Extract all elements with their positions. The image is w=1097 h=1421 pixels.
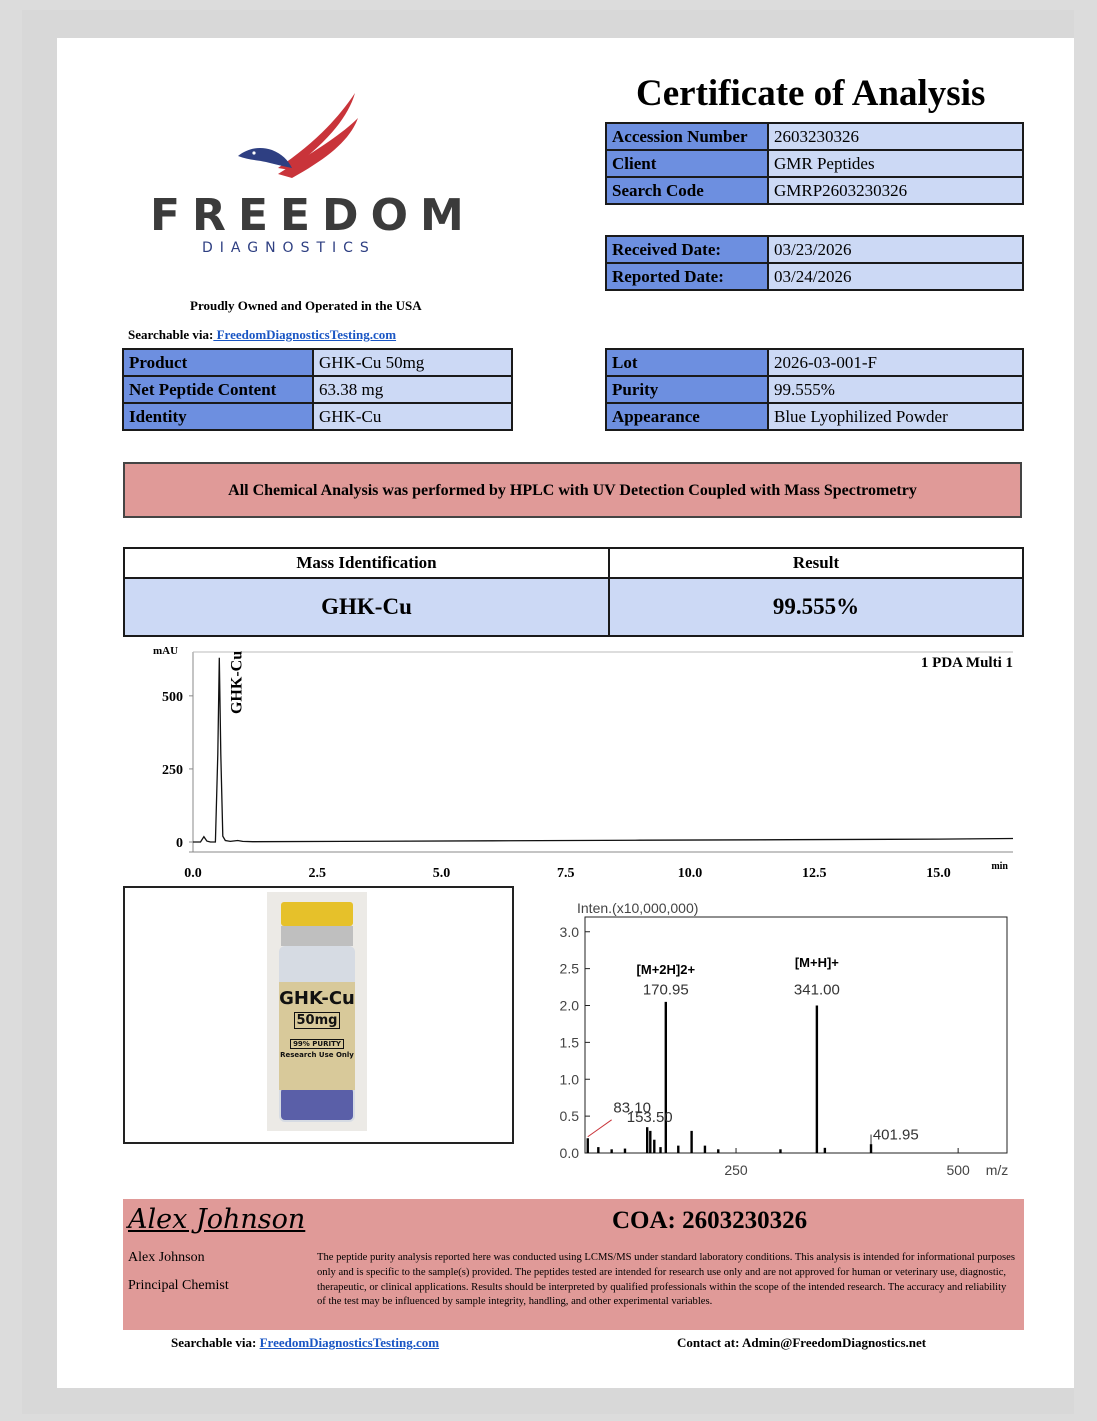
net-peptide-label: Net Peptide Content: [123, 376, 313, 403]
search-code-label: Search Code: [606, 177, 768, 204]
annotation-value: 401.95: [872, 1126, 919, 1144]
table-row: [606, 177, 1023, 204]
table-row: [606, 123, 1023, 150]
x-tick-label: 250: [724, 1162, 748, 1178]
table-row: [606, 236, 1023, 263]
product-value: GHK-Cu 50mg: [313, 349, 512, 376]
x-tick-label: 500: [946, 1162, 970, 1178]
purity-label: Purity: [606, 376, 768, 403]
result-value: 99.555%: [609, 578, 1023, 636]
eagle-logo-icon: [230, 88, 365, 178]
table-row: [606, 403, 1023, 430]
lot-table: [605, 348, 1024, 431]
annotation-value: 83.10: [613, 1099, 651, 1117]
x-tick-label: 2.5: [308, 866, 326, 880]
table-row: [606, 150, 1023, 177]
client-value: GMR Peptides: [768, 150, 1023, 177]
mass-identification-value: GHK-Cu: [124, 578, 609, 636]
table-row: [123, 376, 512, 403]
y-tick-label: 0.0: [559, 1145, 579, 1161]
reported-date-value: 03/24/2026: [768, 263, 1023, 290]
vial-label: [279, 982, 355, 1090]
brand-name: FREEDOM: [150, 190, 476, 241]
contact: Contact at: Admin@FreedomDiagnostics.net: [677, 1335, 927, 1350]
product-table: [122, 348, 513, 431]
y-tick-label: 0.5: [559, 1108, 579, 1125]
reported-date-label: Reported Date:: [606, 263, 768, 290]
website-link[interactable]: FreedomDiagnosticsTesting.com: [213, 327, 397, 342]
table-row: [606, 376, 1023, 403]
annotation-ion: [M+2H]2+: [636, 961, 696, 977]
appearance-value: Blue Lyophilized Powder: [768, 403, 1023, 430]
client-label: Client: [606, 150, 768, 177]
y-tick-label: 0: [176, 836, 183, 851]
footer-searchable: [171, 1335, 439, 1351]
y-tick-label: 1.5: [559, 1034, 579, 1051]
table-row: [606, 349, 1023, 376]
accession-number-value: 2603230326: [768, 123, 1023, 150]
coa-number: COA: 2603230326: [612, 1207, 808, 1234]
brand-subtitle: DIAGNOSTICS: [202, 240, 376, 256]
accession-number-label: Accession Number: [606, 123, 768, 150]
disclaimer: The peptide purity analysis reported here was conducted using LCMS/MS under standard laboratory conditions. This analysis is intended for informational purposes only and is specific to the sample(s) provided. The peptides tested are intended for research use only and are not approved for human or veterinary use, diagnostic, therapeutic, or clinical applications. Results should be interpreted by qualified professionals within the scope of the intended research. The accuracy and reliability of the test may be influenced by sample integrity, handling, and other experimental variables.: [317, 1252, 1015, 1308]
table-row: [124, 548, 1023, 578]
footer-searchable-label: Searchable via:: [171, 1335, 257, 1350]
net-peptide-value: 63.38 mg: [313, 376, 512, 403]
appearance-label: Appearance: [606, 403, 768, 430]
y-tick-label: 3.0: [559, 923, 579, 940]
vial-label-dose: 50mg: [294, 1012, 341, 1029]
result-table: [123, 547, 1024, 637]
table-row: [606, 263, 1023, 290]
y-axis-label: mAU: [153, 645, 179, 657]
y-tick-label: 2.5: [559, 960, 579, 977]
annotation-leader: [588, 1120, 612, 1137]
y-tick-label: 1.0: [559, 1071, 579, 1088]
peak-label: GHK-Cu: [228, 650, 246, 714]
purity-value: 99.555%: [768, 376, 1023, 403]
page-title: Certificate of Analysis: [636, 73, 986, 114]
mass-identification-header: Mass Identification: [124, 548, 609, 578]
x-tick-label: 10.0: [677, 866, 703, 880]
searchable-row: [128, 327, 396, 343]
chart-title: Inten.(x10,000,000): [577, 900, 699, 916]
accession-table: [605, 122, 1024, 205]
table-row: [124, 578, 1023, 636]
result-header: Result: [609, 548, 1023, 578]
annotation-value: 153.50: [626, 1109, 673, 1127]
tagline: Proudly Owned and Operated in the USA: [190, 298, 422, 313]
chromatogram-trace: [193, 658, 1013, 842]
vial-label-main: GHK-Cu: [279, 988, 355, 1009]
received-date-label: Received Date:: [606, 236, 768, 263]
vial-label-use: Research Use Only: [280, 1051, 354, 1059]
annotation-ion: [M+H]+: [794, 955, 839, 971]
footer-website-link[interactable]: FreedomDiagnosticsTesting.com: [259, 1335, 440, 1350]
annotation-value: 170.95: [642, 981, 689, 999]
signature: Alex Johnson: [128, 1204, 306, 1235]
hplc-chromatogram: [120, 640, 1030, 880]
chemist-name: Alex Johnson: [128, 1250, 205, 1265]
x-axis-label: m/z: [985, 1162, 1009, 1178]
x-tick-label: 5.0: [432, 866, 451, 880]
x-tick-label: 7.5: [556, 866, 575, 880]
vial-crimp: [281, 926, 353, 946]
identity-label: Identity: [123, 403, 313, 430]
y-tick-label: 2.0: [559, 997, 579, 1014]
y-tick-label: 250: [162, 762, 183, 778]
mass-spectrum: [545, 895, 1025, 1185]
vial-label-purity: 99% PURITY: [290, 1039, 344, 1049]
received-date-value: 03/23/2026: [768, 236, 1023, 263]
lot-value: 2026-03-001-F: [768, 349, 1023, 376]
vial-cap: [281, 902, 353, 926]
table-row: [123, 349, 512, 376]
y-tick-label: 500: [162, 689, 183, 705]
dates-table: [605, 235, 1024, 291]
chemist-role: Principal Chemist: [128, 1278, 229, 1293]
method-banner: All Chemical Analysis was performed by HPLC with UV Detection Coupled with Mass Spectrometry: [123, 462, 1022, 518]
vial-photo: [267, 892, 367, 1131]
x-tick-label: 15.0: [926, 866, 951, 880]
x-tick-label: 12.5: [801, 866, 827, 880]
product-label: Product: [123, 349, 313, 376]
annotation-value: 341.00: [793, 981, 840, 999]
searchable-label: Searchable via:: [128, 327, 214, 342]
lot-label: Lot: [606, 349, 768, 376]
x-tick-label: 0.0: [184, 866, 202, 880]
search-code-value: GMRP2603230326: [768, 177, 1023, 204]
vial-powder: [281, 1088, 353, 1120]
identity-value: GHK-Cu: [313, 403, 512, 430]
chart-title: 1 PDA Multi 1: [920, 655, 1013, 671]
table-row: [123, 403, 512, 430]
x-axis-label: min: [991, 861, 1008, 872]
